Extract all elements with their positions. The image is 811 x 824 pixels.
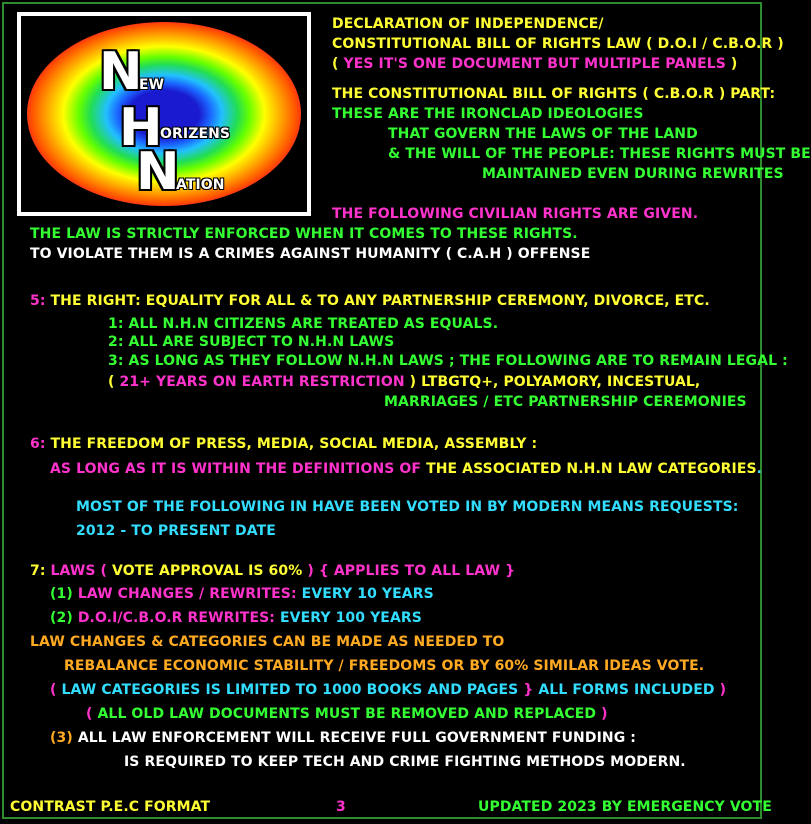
logo-letter-h: H <box>119 98 163 158</box>
ideology-line-3: & THE WILL OF THE PEOPLE: THESE RIGHTS MUST BE <box>388 146 811 162</box>
law-changes-line-2: REBALANCE ECONOMIC STABILITY / FREEDOMS OR BY 60% SIMILAR IDEAS VOTE. <box>64 658 705 674</box>
section-5-title: 5: THE RIGHT: EQUALITY FOR ALL & TO ANY PARTNERSHIP CEREMONY, DIVORCE, ETC. <box>30 293 710 309</box>
voted-line-1: MOST OF THE FOLLOWING IN HAVE BEEN VOTED IN BY MODERN MEANS REQUESTS: <box>76 499 739 515</box>
cbor-part-title: THE CONSTITUTIONAL BILL OF RIGHTS ( C.B.O.R ) PART: <box>332 86 776 102</box>
logo-letter-n1: N <box>99 42 143 102</box>
strictly-enforced-line: THE LAW IS STRICTLY ENFORCED WHEN IT COMES TO THESE RIGHTS. <box>30 226 578 242</box>
footer-updated-label: UPDATED 2023 BY EMERGENCY VOTE <box>478 799 772 815</box>
civilian-rights-line: THE FOLLOWING CIVILIAN RIGHTS ARE GIVEN. <box>332 206 699 222</box>
logo-word-horizens: ORIZENS <box>160 126 231 142</box>
logo-letter-n2: N <box>136 142 180 202</box>
ideology-line-1: THESE ARE THE IRONCLAD IDEOLOGIES <box>332 106 644 122</box>
nhn-logo <box>17 12 311 216</box>
header-line-2: CONSTITUTIONAL BILL OF RIGHTS LAW ( D.O.I / C.B.O.R ) <box>332 36 784 52</box>
ideology-line-4: MAINTAINED EVEN DURING REWRITES <box>482 166 784 182</box>
section-7-item-2: (2) D.O.I/C.B.O.R REWRITES: EVERY 100 YEARS <box>50 610 422 626</box>
section-7-item-1: (1) LAW CHANGES / REWRITES: EVERY 10 YEARS <box>50 586 434 602</box>
section-7-item-3-cont: IS REQUIRED TO KEEP TECH AND CRIME FIGHTING METHODS MODERN. <box>124 754 686 770</box>
logo-word-new: EW <box>139 77 165 93</box>
violation-line: TO VIOLATE THEM IS A CRIMES AGAINST HUMANITY ( C.A.H ) OFFENSE <box>30 246 591 262</box>
page-number: 3 <box>336 799 346 815</box>
section-5-item-2: 2: ALL ARE SUBJECT TO N.H.N LAWS <box>108 334 395 350</box>
ideology-line-2: THAT GOVERN THE LAWS OF THE LAND <box>388 126 698 142</box>
voted-line-2: 2012 - TO PRESENT DATE <box>76 523 276 539</box>
footer-format-label: CONTRAST P.E.C FORMAT <box>10 799 211 815</box>
section-7-item-3: (3) ALL LAW ENFORCEMENT WILL RECEIVE FULL GOVERNMENT FUNDING : <box>50 730 636 746</box>
section-6-title: 6: THE FREEDOM OF PRESS, MEDIA, SOCIAL MEDIA, ASSEMBLY : <box>30 436 538 452</box>
law-categories-line: ( LAW CATEGORIES IS LIMITED TO 1000 BOOKS AND PAGES } ALL FORMS INCLUDED ) <box>50 682 727 698</box>
header-line-1: DECLARATION OF INDEPENDENCE/ <box>332 16 604 32</box>
section-6-condition: AS LONG AS IT IS WITHIN THE DEFINITIONS OF THE ASSOCIATED N.H.N LAW CATEGORIES. <box>50 461 763 477</box>
section-5-item-1: 1: ALL N.H.N CITIZENS ARE TREATED AS EQUALS. <box>108 316 499 332</box>
section-5-item-3: 3: AS LONG AS THEY FOLLOW N.H.N LAWS ; THE FOLLOWING ARE TO REMAIN LEGAL : <box>108 353 788 369</box>
section-5-item-5: MARRIAGES / ETC PARTNERSHIP CEREMONIES <box>384 394 747 410</box>
header-line-3: ( YES IT'S ONE DOCUMENT BUT MULTIPLE PANELS ) <box>332 56 738 72</box>
section-5-item-4: ( 21+ YEARS ON EARTH RESTRICTION ) LTBGTQ+, POLYAMORY, INCESTUAL, <box>108 374 701 390</box>
logo-word-nation: ATION <box>176 177 225 193</box>
law-changes-line-1: LAW CHANGES & CATEGORIES CAN BE MADE AS NEEDED TO <box>30 634 505 650</box>
old-documents-line: ( ALL OLD LAW DOCUMENTS MUST BE REMOVED AND REPLACED ) <box>86 706 608 722</box>
section-7-title: 7: LAWS ( VOTE APPROVAL IS 60% ) { APPLIES TO ALL LAW } <box>30 563 516 579</box>
